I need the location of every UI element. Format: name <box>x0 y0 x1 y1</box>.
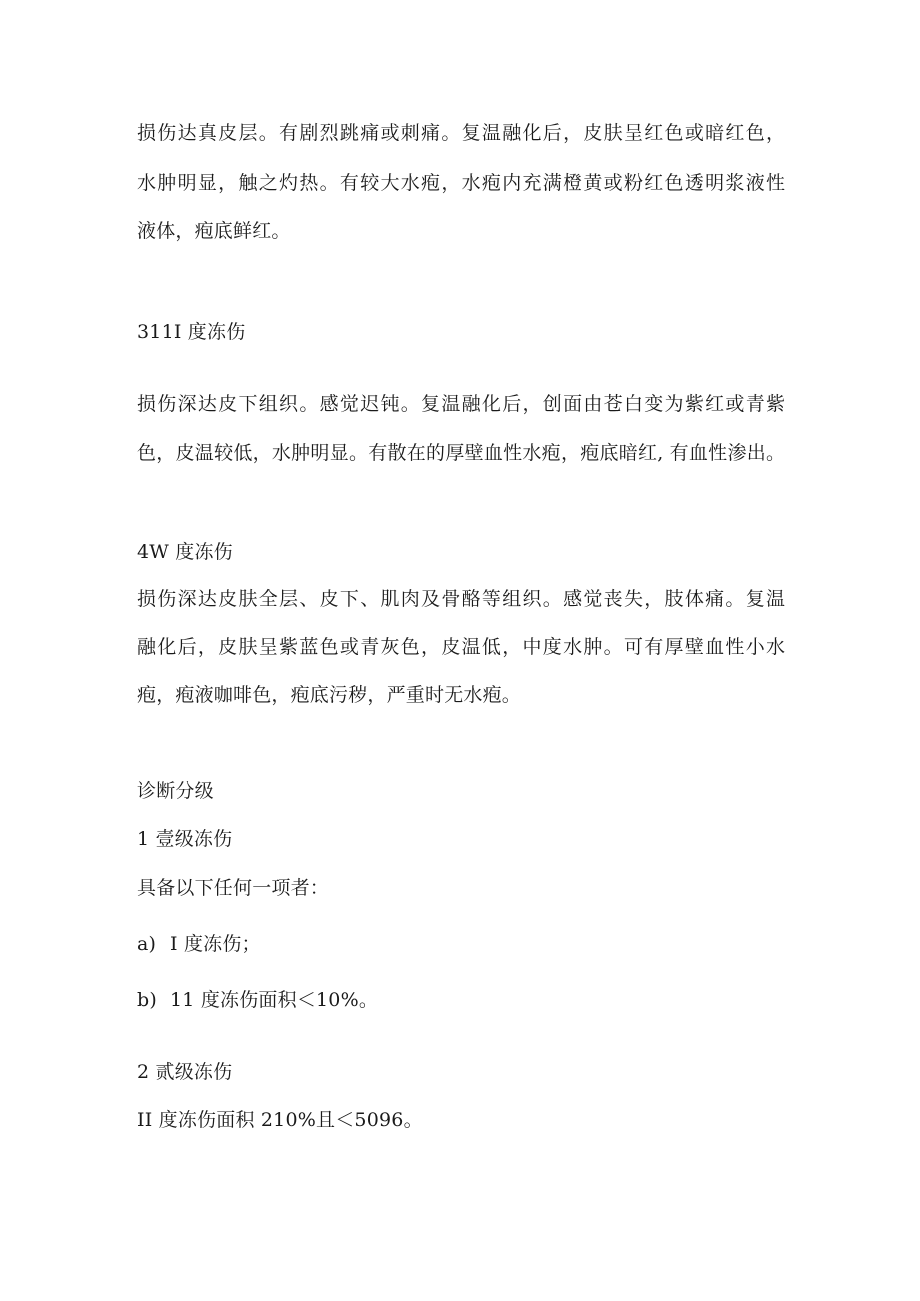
list-marker: b) <box>137 989 157 1011</box>
paragraph-line: 损伤深达皮肤全层、皮下、肌肉及骨酪等组织。感觉丧失，肢体痛。复温 <box>137 588 785 610</box>
paragraph-line: 损伤深达皮下组织。感觉迟钝。复温融化后，创面由苍白变为紫红或青紫 <box>137 393 785 415</box>
section-heading: 311I 度冻伤 <box>137 321 246 343</box>
list-marker: a) <box>137 933 157 955</box>
section-heading: 诊断分级 <box>137 780 214 802</box>
list-item <box>137 987 378 1013</box>
list-item <box>137 931 261 957</box>
paragraph-line: 色，皮温较低，水肿明显。有散在的厚壁血性水疱，疱底暗红, 有血性渗出。 <box>137 442 785 464</box>
paragraph-line: II 度冻伤面积 210%且＜5096。 <box>137 1109 423 1131</box>
paragraph-line: 融化后，皮肤呈紫蓝色或青灰色，皮温低，中度水肿。可有厚壁血性小水 <box>137 636 785 658</box>
subsection-heading: 2 贰级冻伤 <box>137 1061 233 1083</box>
paragraph-line: 液体，疱底鲜红。 <box>137 220 291 242</box>
paragraph-line: 损伤达真皮层。有剧烈跳痛或刺痛。复温融化后，皮肤呈红色或暗红色， <box>137 122 785 144</box>
list-item-text: 11 度冻伤面积＜10%。 <box>170 989 379 1011</box>
paragraph-line: 具备以下任何一项者： <box>137 877 330 899</box>
list-item-text: I 度冻伤； <box>170 933 261 955</box>
paragraph-line: 疱，疱液咖啡色，疱底污秽，严重时无水疱。 <box>137 684 522 706</box>
subsection-heading: 1 壹级冻伤 <box>137 828 233 850</box>
section-heading: 4W 度冻伤 <box>137 541 233 563</box>
paragraph-line: 水肿明显，触之灼热。有较大水疱，水疱内充满橙黄或粉红色透明浆液性 <box>137 172 785 194</box>
